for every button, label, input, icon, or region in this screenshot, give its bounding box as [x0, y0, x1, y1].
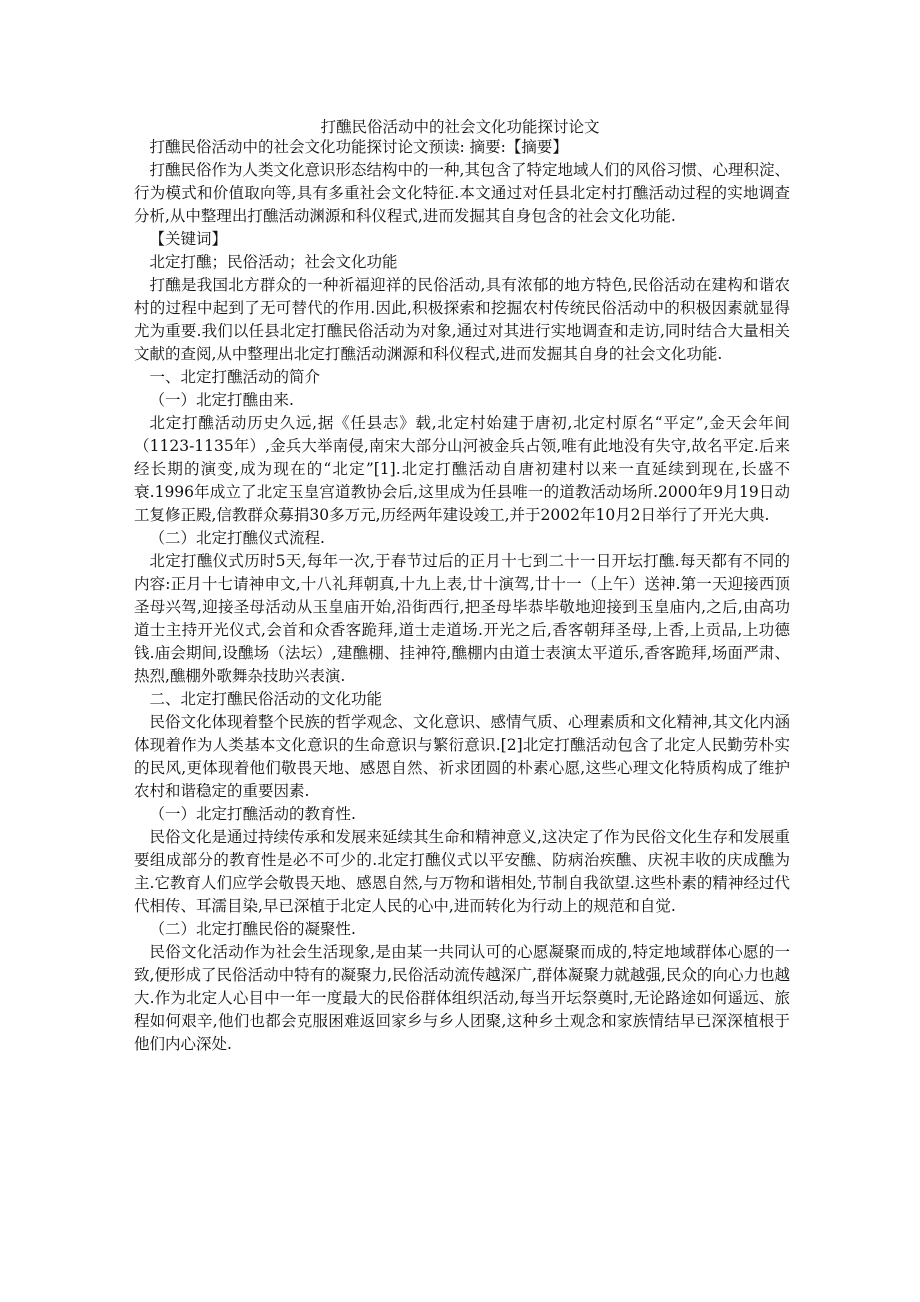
subsection-heading: （一）北定打醮活动的教育性.: [149, 805, 356, 823]
keywords-text: 北定打醮；民俗活动；社会文化功能: [149, 253, 398, 271]
subsection-heading: （一）北定打醮由来.: [149, 391, 294, 409]
preview-line: 打醮民俗活动中的社会文化功能探讨论文预读: 摘要:【摘要】: [149, 138, 568, 156]
culture-paragraph: 民俗文化体现着整个民族的哲学观念、文化意识、感情气质、心理素质和文化精神,其文化内涵体现着作为人类基本文化意识的生命意识与繁衍意识.[2]北定打醮活动包含了北定人民勤劳朴实的民风,更体现着他们敬畏天地、感恩自然、祈求团圆的朴素心愿,这些心理文化特质构成了维护农村和谐稳定的重要因素.: [134, 713, 790, 800]
education-paragraph: 民俗文化是通过持续传承和发展来延续其生命和精神意义,这决定了作为民俗文化生存和发展重要组成部分的教育性是必不可少的.北定打醮仪式以平安醮、防病治疾醮、庆祝丰收的庆成醮为主.它教育人们应学会敬畏天地、感恩自然,与万物和谐相处,节制自我欲望.这些朴素的精神经过代代相传、耳濡目染,早已深植于北定人民的心中,进而转化为行动上的规范和自觉.: [134, 828, 790, 915]
section-heading: 一、北定打醮活动的简介: [149, 368, 321, 386]
document-title: 打醮民俗活动中的社会文化功能探讨论文: [320, 118, 600, 136]
keywords-label: 【关键词】: [149, 230, 228, 248]
abstract-paragraph: 打醮民俗作为人类文化意识形态结构中的一种,其包含了特定地域人们的风俗习惯、心理积淀、行为模式和价值取向等,具有多重社会文化特征.本文通过对任县北定村打醮活动过程的实地调查分析,从中整理出打醮活动渊源和科仪程式,进而发掘其自身包含的社会文化功能.: [134, 161, 790, 225]
intro-paragraph: 打醮是我国北方群众的一种祈福迎祥的民俗活动,具有浓郁的地方特色,民俗活动在建构和谐农村的过程中起到了无可替代的作用.因此,积极探索和挖掘农村传统民俗活动中的积极因素就显得尤为重要.我们以任县北定打醮民俗活动为对象,通过对其进行实地调查和走访,同时结合大量相关文献的查阅,从中整理出北定打醮活动渊源和科仪程式,进而发掘其自身的社会文化功能.: [134, 276, 790, 363]
cohesion-paragraph: 民俗文化活动作为社会生活现象,是由某一共同认可的心愿凝聚而成的,特定地域群体心愿的一致,便形成了民俗活动中特有的凝聚力,民俗活动流传越深广,群体凝聚力就越强,民众的向心力也越大.作为北定人心目中一年一度最大的民俗群体组织活动,每当开坛祭奠时,无论路途如何遥远、旅程如何艰辛,他们也都会克服困难返回家乡与乡人团聚,这种乡土观念和家族情结早已深深植根于他们内心深处.: [134, 943, 790, 1053]
origin-paragraph: 北定打醮活动历史久远,据《任县志》载,北定村始建于唐初,北定村原名“平定”,金天会年间（1123-1135年）,金兵大举南侵,南宋大部分山河被金兵占领,唯有此地没有失守,故名平定.后来经长期的演变,成为现在的“北定”[1].北定打醮活动自唐初建村以来一直延续到现在,长盛不衰.1996年成立了北定玉皇宫道教协会后,这里成为任县唯一的道教活动场所.2000年9月19日动工复修正殿,信教群众募捐30多万元,历经两年建设竣工,并于2002年10月2日举行了开光大典.: [134, 414, 790, 524]
subsection-heading: （二）北定打醮民俗的凝聚性.: [149, 920, 356, 938]
section-heading: 二、北定打醮民俗活动的文化功能: [149, 690, 383, 708]
subsection-heading: （二）北定打醮仪式流程.: [149, 529, 325, 547]
document-body: [134, 136, 790, 1056]
ritual-paragraph: 北定打醮仪式历时5天,每年一次,于春节过后的正月十七到二十一日开坛打醮.每天都有不同的内容:正月十七请神申文,十八礼拜朝真,十九上表,廿十演驾,廿十一（上午）送神.第一天迎接西顶圣母兴驾,迎接圣母活动从玉皇庙开始,沿街西行,把圣母毕恭毕敬地迎接到玉皇庙内,之后,由高功道士主持开光仪式,会首和众香客跪拜,道士走道场.开光之后,香客朝拜圣母,上香,上贡品,上功德钱.庙会期间,设醮场（法坛）,建醮棚、挂神符,醮棚内由道士表演太平道乐,香客跪拜,场面严肃、热烈,醮棚外歌舞杂技助兴表演.: [134, 552, 790, 685]
